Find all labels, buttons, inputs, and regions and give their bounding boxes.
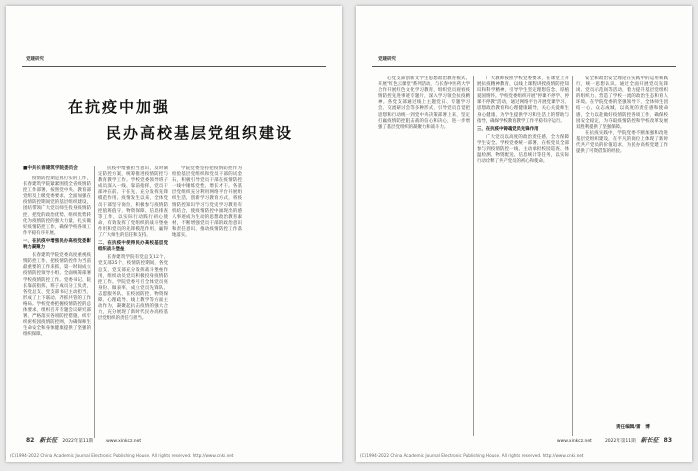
left-text-col2 — [98, 166, 168, 438]
section-header: 党建研究 — [378, 57, 396, 62]
right-text-col2 — [477, 76, 569, 436]
article-title-line2: 民办高校基层党组织建设 — [106, 124, 294, 142]
left-text-col3 — [172, 166, 242, 438]
column-rule — [572, 76, 573, 436]
right-page — [356, 6, 692, 462]
paragraph: 广大党员以高度的政治责任感，全力保障学生安全。学校党委统一部署，在校党员全部参与到疫情防控一线，主动承担校园巡查、体温检测、物资配送、信息统计等任务，以实际行动诠释了共产党员的初心和使命。 — [477, 134, 569, 165]
paragraph: 抗疫中增强担当意识，及时制定防控方案，统筹推进疫情防控与教育教学工作。学校党委领导班子成员深入一线、靠前指挥，党员干部冲在前、干在先，充分发挥先锋模范作用。疫情发生以来，全体党员干部坚守岗位，积极参与疫情防控值班值守、物资保障、信息排查等工作，以实际行动践行初心使命，有效发挥了党组织的战斗堡垒作用和党员的先锋模范作用，赢得了广大师生的信任和支持。 — [98, 166, 168, 239]
paragraph: 长春建筑学院党委高度重视疫情防控工作，把疫情防控作为当前最重要的工作来抓，第一时间成立疫情防控领导小组，全面统筹部署学校疫情防控工作。党委书记、院长靠前指挥，班子成员分工负责，各党总支、党支部书记主动担当，形成了上下联动、齐抓共管的工作格局。学校党委把握疫情防控的总体要求，组织召开专题会议研究部署，严格落实各项防控措施，织牢织密校园疫情防控网，为确保师生生命安全和身体健康提供了坚强的组织保障。 — [23, 253, 91, 338]
header-rule — [372, 66, 676, 67]
author-name: ■中共长春建筑学院委员会 — [23, 166, 78, 171]
section-subhead: 二、在抗疫中使得民办高校基层党组织战斗堡垒 — [98, 241, 168, 253]
article-title-line1: 在抗疫中加强 — [68, 98, 171, 116]
page-footer — [26, 435, 149, 444]
magazine-url: www.xinkcz.net — [556, 439, 592, 444]
paragraph: 长春建筑学院有党总支12个，党支部35个，疫情防控期间，各党总支、党支部充分发挥战斗堡垒作用，组织动员党员积极投身疫情防控工作。学院党委号召全体党员亮身份、做表率，成立党员先锋队、志愿服务队，在校园防控、物资保障、心理疏导、线上教学等方面主动作为，凝聚起抗击疫情的强大合力，充分展现了新时代民办高校基层党组织的责任与担当。 — [98, 255, 168, 322]
section-subhead: 一、在抗疫中增强民办高校党委影响力凝聚力 — [23, 238, 91, 251]
left-text-col1 — [23, 176, 91, 438]
column-rule — [94, 166, 95, 438]
magazine-name: 新长征 — [39, 437, 58, 444]
issue-label: 2022年第11期 — [604, 439, 636, 444]
right-text-col3 — [576, 76, 668, 421]
magazine-name: 新长征 — [640, 437, 659, 444]
page-footer — [549, 435, 672, 444]
copyright-notice: (C)1994-2022 China Academic Journal Electronic Publishing House. All rights reserved. http://www.cnki.net — [360, 453, 584, 458]
paragraph: 心党支部创新文学生思想政治教育模式，开展"红色云课堂"系列活动，与长春中医药大学合作开展红色文化学习教育，组织党员观看疫情防控先进事迹专题片，深入学习领会抗疫精神。各党支部通过线上主题党日、专题学习会、交流研讨会等多种形式，引导党员自觉把思想和行动统一到党中央决策部署上来，坚定打赢疫情防控阻击战的信心和决心，进一步增强了基层党组织的凝聚力和战斗力。 — [378, 76, 470, 130]
author-block — [23, 166, 89, 172]
page-number: 82 — [26, 437, 35, 444]
paragraph: 在抗疫实践中，学院党委不断加强和改进基层党组织建设，在平凡的岗位上体现了新时代共产党员的价值追求，为民办高校党建工作提供了可资借鉴的经验。 — [576, 130, 668, 155]
paragraph: 学院党委坚持把疫情防控作为检验基层党组织和党员干部的试金石，积极引导党员干部在疫情防控一线中锤炼党性、增长才干。各基层党组织充分利用网络平台开展组织生活，创新学习教育方式，将疫情防控知识学习与党史学习教育有机结合，使疫情防控中涌现出的感人事迹成为生动的思想政治教育素材，不断增强党员干部的政治意识和责任意识，推动疫情防控工作落地落实。 — [172, 166, 242, 239]
copyright-notice: (C)1994-2022 China Academic Journal Electronic Publishing House. All rights reserved. http://www.cnki.net — [10, 453, 234, 458]
page-number: 83 — [663, 437, 672, 444]
header-rule — [22, 66, 326, 67]
left-page — [6, 6, 342, 462]
paragraph: 广大教师按照学校党委要求，在课堂上开展抗疫精神教育，以线上课程讲授疫情防控知识和科学精神，引导学生坚定理想信念、厚植爱国情怀。学校党委组织开展"停课不停学、停课不停教"活动，通过网络平台开展党课学习、思想政治教育和心理健康辅导，关心关爱师生身心健康，为学生提供学习和生活上的帮助与指导，确保学校教育教学工作平稳有序运行。 — [477, 76, 569, 124]
right-text-col1 — [378, 76, 470, 436]
paragraph: 疫情防控期是真打实的工作，长春建筑学院紧紧围绕全省疫情防控工作部署，按照党中央、教育部党组及上级党委要求，全面加强在疫情防控期间党的基层组织建设，团结带领广大党员师生投身疫情防控，把党的政治优势、组织优势转化为疫情防控的强大力量，扎实做好疫情防控工作，确保学校各项工作平稳有序开展。 — [23, 176, 91, 236]
column-rule — [473, 76, 474, 436]
magazine-url: www.xinkcz.net — [106, 439, 142, 444]
section-subhead: 三、在抗疫中铸魂党员先锋作用 — [477, 126, 539, 132]
issue-label: 2022年第11期 — [62, 439, 94, 444]
section-header: 党建研究 — [26, 57, 44, 62]
editor-credit: 责任编辑/雷 博 — [616, 425, 650, 430]
paragraph: 安全和政治安全理论在实践中的运用和践行，统一思想认识。通过全面开展党员先锋岗、党员示范岗等活动，着力提升基层党组织的组织力，营造了学校一流的政治生态和育人环境。在学院党委的坚强领导下，全体师生团结一心、众志成城，以高度的责任感和使命感，全力以赴做好疫情防控各项工作，确保校园安全稳定，为夺取疫情防控和学校改革发展双胜利提供了坚强保障。 — [576, 76, 668, 130]
